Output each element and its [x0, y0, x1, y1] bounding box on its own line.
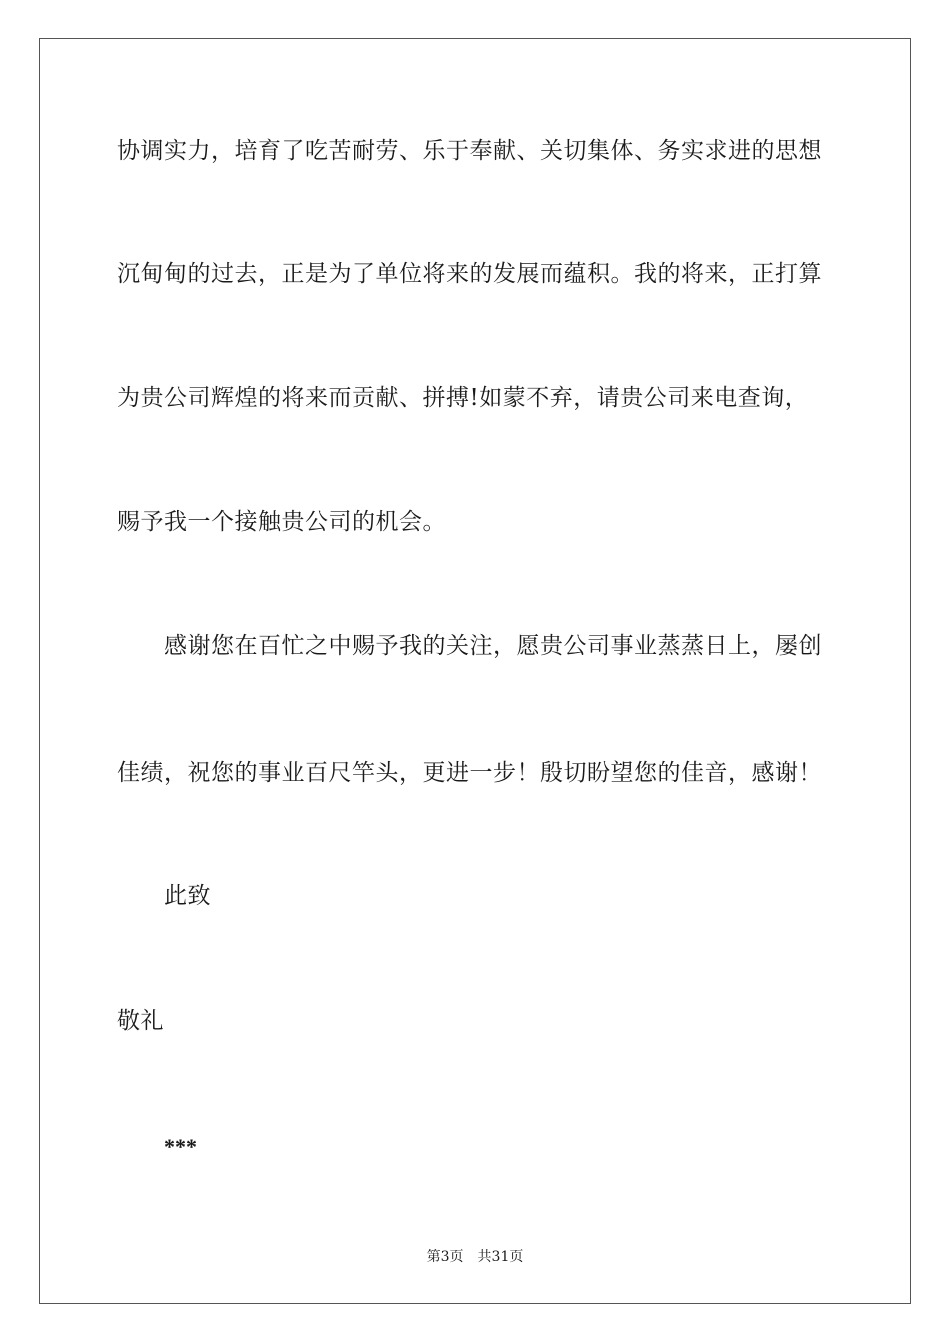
closing-salutation: 此致 [164, 883, 211, 909]
body-line-1: 协调实力，培育了吃苦耐劳、乐于奉献、关切集体、务实求进的思想 [117, 138, 822, 164]
page-frame [39, 38, 911, 1304]
body-line-6: 佳绩，祝您的事业百尺竿头，更进一步！殷切盼望您的佳音，感谢！ [117, 760, 822, 786]
page-footer [0, 1247, 950, 1267]
page-total: 共31页 [477, 1249, 524, 1265]
body-line-4: 赐予我一个接触贵公司的机会。 [117, 509, 446, 535]
signature: *** [164, 1134, 197, 1159]
page-number: 第3页 [426, 1249, 464, 1265]
body-line-2: 沉甸甸的过去，正是为了单位将来的发展而蕴积。我的将来，正打算 [117, 261, 822, 287]
body-line-3: 为贵公司辉煌的将来而贡献、拼搏!如蒙不弃，请贵公司来电查询， [117, 385, 809, 411]
closing-regards: 敬礼 [117, 1008, 164, 1034]
body-line-5: 感谢您在百忙之中赐予我的关注，愿贵公司事业蒸蒸日上，屡创 [164, 633, 822, 659]
